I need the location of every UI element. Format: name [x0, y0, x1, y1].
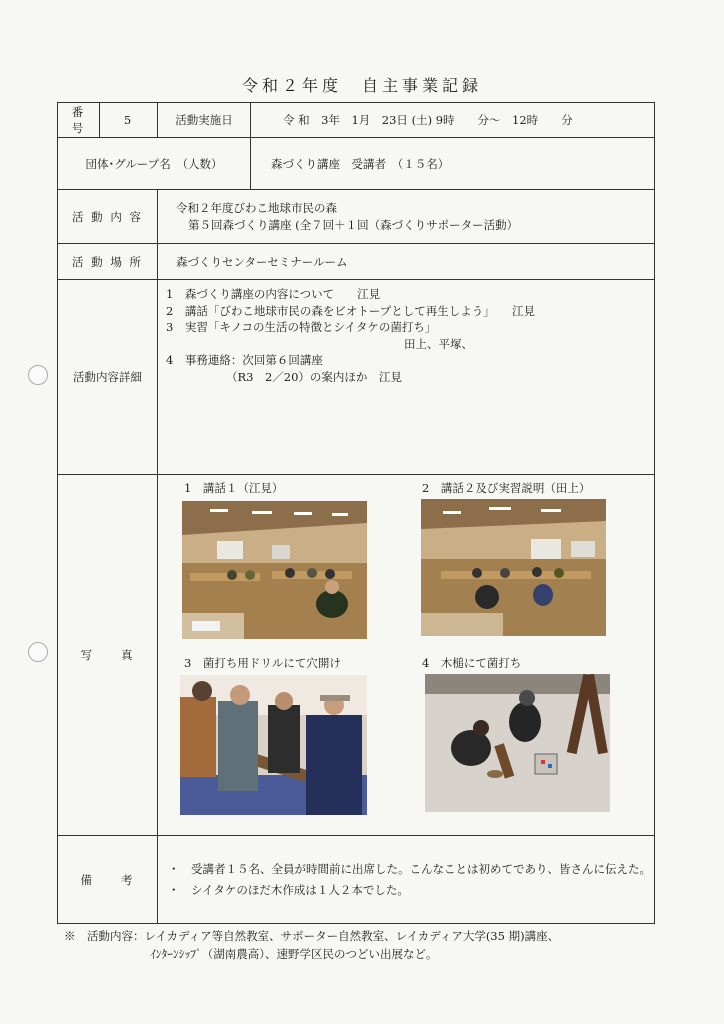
detail-line: 田上、平塚、	[404, 336, 473, 351]
photo-drilling	[180, 675, 367, 815]
number-label: 番号	[58, 103, 100, 138]
photo-caption: 3 菌打ち用ドリルにて穴開け	[184, 656, 341, 670]
place-value: 森づくりセンターセミナールーム	[158, 244, 655, 280]
number-value: 5	[100, 103, 158, 138]
footnote	[64, 927, 559, 963]
punch-hole	[28, 642, 48, 662]
detail-line: 2 講話「びわこ地球市民の森をビオトープとして再生しよう」 江見	[166, 303, 535, 318]
group-value: 森づくり講座 受講者 （１５名）	[251, 138, 655, 190]
place-label: 活 動 場 所	[58, 244, 158, 280]
page-title: 令和２年度 自主事業記録	[241, 76, 482, 95]
notes-value	[158, 836, 655, 924]
header-row	[58, 103, 655, 138]
photo-label: 写 真	[58, 475, 158, 836]
detail-line: 1 森づくり講座の内容について 江見	[166, 287, 381, 301]
photo-lecture-2	[421, 499, 606, 636]
detail-label: 活動内容詳細	[58, 280, 158, 475]
footnote-line: ※ 活動内容：レイカディア等自然教室、サポーター自然教室、レイカディア大学(35 期)講座、	[64, 929, 560, 943]
photo-caption: 1 講話１（江見）	[184, 481, 284, 495]
punch-hole	[28, 365, 48, 385]
notes-line: ・ シイタケのほだ木作成は１人２本でした。	[168, 882, 409, 897]
notes-line: ・ 受講者１５名、全員が時間前に出席した。こんなことは初めてであり、皆さんに伝えた。	[168, 861, 651, 876]
record-form	[57, 102, 655, 924]
content-value	[158, 190, 655, 244]
detail-line: 3 実習「キノコの生活の特徴とシイタケの菌打ち」	[166, 320, 437, 334]
detail-row	[58, 280, 655, 475]
photo-lecture-1	[182, 501, 367, 639]
content-line: 第５回森づくり講座 (全７回＋１回（森づくりサポーター活動）	[188, 217, 519, 232]
detail-value	[158, 280, 655, 475]
content-label: 活 動 内 容	[58, 190, 158, 244]
content-row	[58, 190, 655, 244]
content-line: 令和２年度びわこ地球市民の森	[176, 200, 337, 215]
photo-hammering	[425, 674, 610, 812]
photo-caption: 2 講話２及び実習説明（田上）	[422, 481, 591, 495]
place-row	[58, 244, 655, 280]
date-value: 令 和 3年 1月 23日 (土) 9時 分～ 12時 分	[251, 103, 655, 138]
photo-cell	[158, 475, 655, 836]
photo-row	[58, 475, 655, 836]
notes-label: 備 考	[58, 836, 158, 924]
photo-caption: 4 木槌にて菌打ち	[422, 656, 522, 670]
footnote-line: ｲﾝﾀｰﾝｼｯﾌﾟ（湖南農高）、速野学区民のつどい出展など。	[150, 947, 438, 961]
group-label: 団体･グループ名 （人数）	[58, 138, 251, 190]
date-label: 活動実施日	[158, 103, 251, 138]
detail-line: 4 事務連絡：次回第６回講座	[166, 353, 323, 367]
group-row	[58, 138, 655, 190]
detail-line: （R3 2／20）の案内ほか 江見	[226, 369, 402, 384]
notes-row	[58, 836, 655, 924]
